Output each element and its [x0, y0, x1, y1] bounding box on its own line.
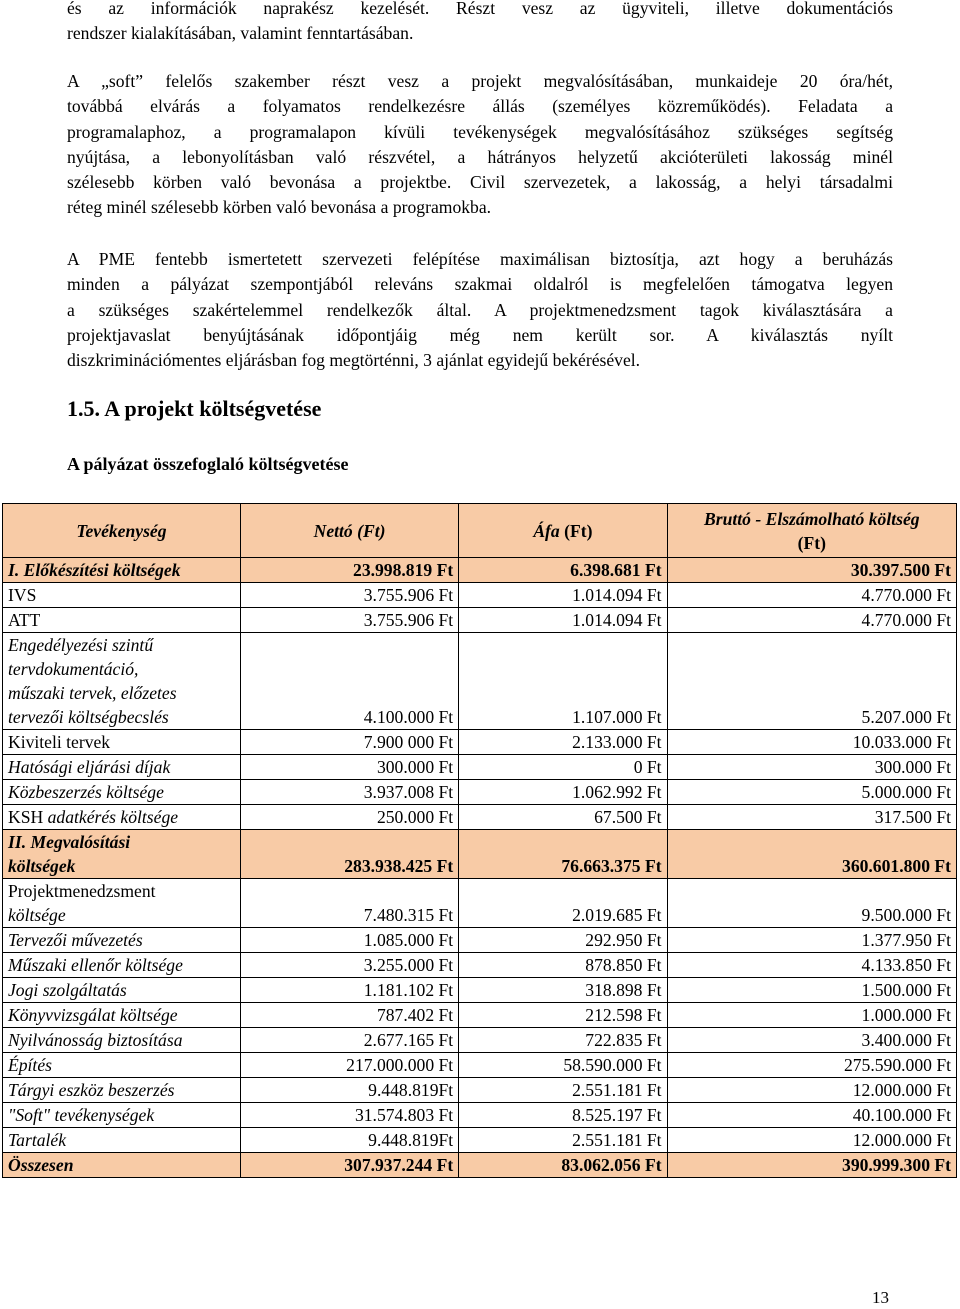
row-label: Engedélyezési szintű tervdokumentáció, műszaki tervek, előzetes tervezői költségbecslés — [3, 633, 241, 730]
row-label: Összesen — [3, 1153, 241, 1178]
row-gross: 317.500 Ft — [667, 805, 956, 830]
paragraph-intro — [67, 0, 893, 47]
table-row — [3, 583, 957, 608]
row-label: ATT — [3, 608, 241, 633]
text-line: A PME fentebb ismertetett szervezeti felépítése maximálisan biztosítja, azt hogy a beruházás — [67, 249, 893, 269]
text-line: projektjavaslat benyújtásának időpontjáig még nem került sor. A kiválasztás nyílt — [67, 324, 893, 345]
row-gross: 275.590.000 Ft — [667, 1053, 956, 1078]
row-net: 31.574.803 Ft — [240, 1103, 458, 1128]
table-row — [3, 1128, 957, 1153]
row-gross: 3.400.000 Ft — [667, 1028, 956, 1053]
row-vat: 0 Ft — [459, 755, 667, 780]
row-vat: 58.590.000 Ft — [459, 1053, 667, 1078]
table-row — [3, 1028, 957, 1053]
table-row — [3, 633, 957, 730]
row-vat: 2.133.000 Ft — [459, 730, 667, 755]
text-line: A „soft” felelős szakember részt vesz a projekt megvalósításában, munkaideje 20 óra/hét, — [67, 71, 893, 91]
header-vat — [459, 504, 667, 558]
row-vat: 1.014.094 Ft — [459, 608, 667, 633]
row-net: 23.998.819 Ft — [240, 558, 458, 583]
row-label: Könyvvizsgálat költsége — [3, 1003, 241, 1028]
row-label: "Soft" tevékenységek — [3, 1103, 241, 1128]
row-net: 3.755.906 Ft — [240, 608, 458, 633]
row-vat: 722.835 Ft — [459, 1028, 667, 1053]
table-row — [3, 608, 957, 633]
row-label: Közbeszerzés költsége — [3, 780, 241, 805]
row-label-prefix: KSH — [8, 807, 44, 827]
table-header-row — [3, 504, 957, 558]
row-label: Nyilvánosság biztosítása — [3, 1028, 241, 1053]
row-net: 787.402 Ft — [240, 1003, 458, 1028]
table-row — [3, 1078, 957, 1103]
text-line: réteg minél szélesebb körben való bevonása a programokba. — [67, 197, 492, 218]
row-net: 300.000 Ft — [240, 755, 458, 780]
row-label-rest: költsége — [8, 905, 66, 925]
row-net: 307.937.244 Ft — [240, 1153, 458, 1178]
row-gross: 40.100.000 Ft — [667, 1103, 956, 1128]
table-row — [3, 879, 957, 928]
row-label: Hatósági eljárási díjak — [3, 755, 241, 780]
row-vat: 292.950 Ft — [459, 928, 667, 953]
text-line: diszkriminációmentes eljárásban fog megtörténni, 3 ajánlat egyidejű bekérésével. — [67, 350, 641, 371]
text-line: rendszer kialakításában, valamint fenntartásában. — [67, 23, 414, 44]
row-net: 283.938.425 Ft — [240, 830, 458, 879]
row-vat: 1.107.000 Ft — [459, 633, 667, 730]
row-vat: 1.014.094 Ft — [459, 583, 667, 608]
table-row — [3, 1053, 957, 1078]
row-gross: 4.770.000 Ft — [667, 583, 956, 608]
row-label — [3, 879, 241, 928]
budget-table — [2, 503, 957, 1178]
row-label-rest: adatkérés költsége — [47, 807, 179, 827]
row-net: 4.100.000 Ft — [240, 633, 458, 730]
row-label: Tartalék — [3, 1128, 241, 1153]
row-label: Kiviteli tervek — [3, 730, 241, 755]
row-net: 7.480.315 Ft — [240, 879, 458, 928]
row-net: 9.448.819Ft — [240, 1078, 458, 1103]
row-gross: 300.000 Ft — [667, 755, 956, 780]
row-net: 1.085.000 Ft — [240, 928, 458, 953]
paragraph-pme — [67, 247, 893, 373]
row-gross: 4.133.850 Ft — [667, 953, 956, 978]
row-vat: 8.525.197 Ft — [459, 1103, 667, 1128]
row-gross: 5.000.000 Ft — [667, 780, 956, 805]
row-net: 250.000 Ft — [240, 805, 458, 830]
row-gross: 1.500.000 Ft — [667, 978, 956, 1003]
row-net: 2.677.165 Ft — [240, 1028, 458, 1053]
row-label: Jogi szolgáltatás — [3, 978, 241, 1003]
row-net: 217.000.000 Ft — [240, 1053, 458, 1078]
text-line: továbbá elvárás a folyamatos rendelkezésre állás (személyes közreműködés). Feladata a — [67, 96, 893, 117]
table-row — [3, 1103, 957, 1128]
row-label: Építés — [3, 1053, 241, 1078]
row-vat: 2.019.685 Ft — [459, 879, 667, 928]
header-gross — [667, 504, 956, 558]
row-gross: 30.397.500 Ft — [667, 558, 956, 583]
text-line: és az információk naprakész kezelését. Részt vesz az ügyviteli, illetve dokumentációs — [67, 0, 893, 18]
row-label: Műszaki ellenőr költsége — [3, 953, 241, 978]
row-label — [3, 805, 241, 830]
row-net: 3.255.000 Ft — [240, 953, 458, 978]
table-row — [3, 978, 957, 1003]
text-line: szélesebb körben való bevonása a projektbe. Civil szervezetek, a lakosság, a helyi társadalmi — [67, 172, 893, 193]
row-vat: 878.850 Ft — [459, 953, 667, 978]
row-gross: 360.601.800 Ft — [667, 830, 956, 879]
table-heading: A pályázat összefoglaló költségvetése — [67, 454, 349, 474]
row-gross: 390.999.300 Ft — [667, 1153, 956, 1178]
table-row-subtotal — [3, 830, 957, 879]
row-vat: 67.500 Ft — [459, 805, 667, 830]
row-vat: 2.551.181 Ft — [459, 1128, 667, 1153]
table-row — [3, 755, 957, 780]
row-vat: 83.062.056 Ft — [459, 1153, 667, 1178]
row-net: 3.755.906 Ft — [240, 583, 458, 608]
table-row-subtotal — [3, 558, 957, 583]
paragraph-soft-expert — [67, 69, 893, 221]
row-label: II. Megvalósítási költségek — [3, 830, 241, 879]
text-line: minden a pályázat szempontjából releváns szakmai oldalról is megfelelően támogatva legyen — [67, 274, 893, 295]
row-gross: 1.000.000 Ft — [667, 1003, 956, 1028]
row-gross: 10.033.000 Ft — [667, 730, 956, 755]
header-activity: Tevékenység — [3, 504, 241, 558]
table-row — [3, 805, 957, 830]
text-line: nyújtása, a lebonyolításban való részvétel, a hátrányos helyzetű akcióterületi lakosság minél — [67, 146, 893, 167]
page-number: 13 — [872, 1288, 889, 1307]
table-row — [3, 953, 957, 978]
row-gross: 12.000.000 Ft — [667, 1128, 956, 1153]
header-gross-label: Bruttó - Elszámolható költség — [703, 508, 920, 529]
row-vat: 2.551.181 Ft — [459, 1078, 667, 1103]
row-gross: 12.000.000 Ft — [667, 1078, 956, 1103]
row-label-prefix: Projektmenedzsment — [8, 881, 156, 901]
row-label: Tervezői művezetés — [3, 928, 241, 953]
header-gross-unit: (Ft) — [797, 532, 826, 553]
row-gross: 9.500.000 Ft — [667, 879, 956, 928]
row-label: I. Előkészítési költségek — [3, 558, 241, 583]
table-row — [3, 928, 957, 953]
table-row — [3, 730, 957, 755]
row-vat: 1.062.992 Ft — [459, 780, 667, 805]
header-net: Nettó (Ft) — [240, 504, 458, 558]
row-gross: 4.770.000 Ft — [667, 608, 956, 633]
row-net: 3.937.008 Ft — [240, 780, 458, 805]
row-label: IVS — [3, 583, 241, 608]
text-line: a szükséges szakértelemmel rendelkezők által. A projektmenedzsment tagok kiválasztására a — [67, 299, 893, 320]
row-gross: 5.207.000 Ft — [667, 633, 956, 730]
text-line: programalaphoz, a programalapon kívüli tevékenységek megvalósításához szükséges segítség — [67, 121, 893, 142]
row-vat: 212.598 Ft — [459, 1003, 667, 1028]
row-label: Tárgyi eszköz beszerzés — [3, 1078, 241, 1103]
table-row-total — [3, 1153, 957, 1178]
table-row — [3, 780, 957, 805]
row-vat: 318.898 Ft — [459, 978, 667, 1003]
row-vat: 6.398.681 Ft — [459, 558, 667, 583]
header-vat-label: Áfa — [533, 520, 560, 541]
row-vat: 76.663.375 Ft — [459, 830, 667, 879]
section-heading: 1.5. A projekt költségvetése — [67, 396, 322, 421]
row-net: 1.181.102 Ft — [240, 978, 458, 1003]
row-net: 7.900 000 Ft — [240, 730, 458, 755]
table-row — [3, 1003, 957, 1028]
header-vat-unit: (Ft) — [564, 520, 593, 541]
row-net: 9.448.819Ft — [240, 1128, 458, 1153]
row-gross: 1.377.950 Ft — [667, 928, 956, 953]
